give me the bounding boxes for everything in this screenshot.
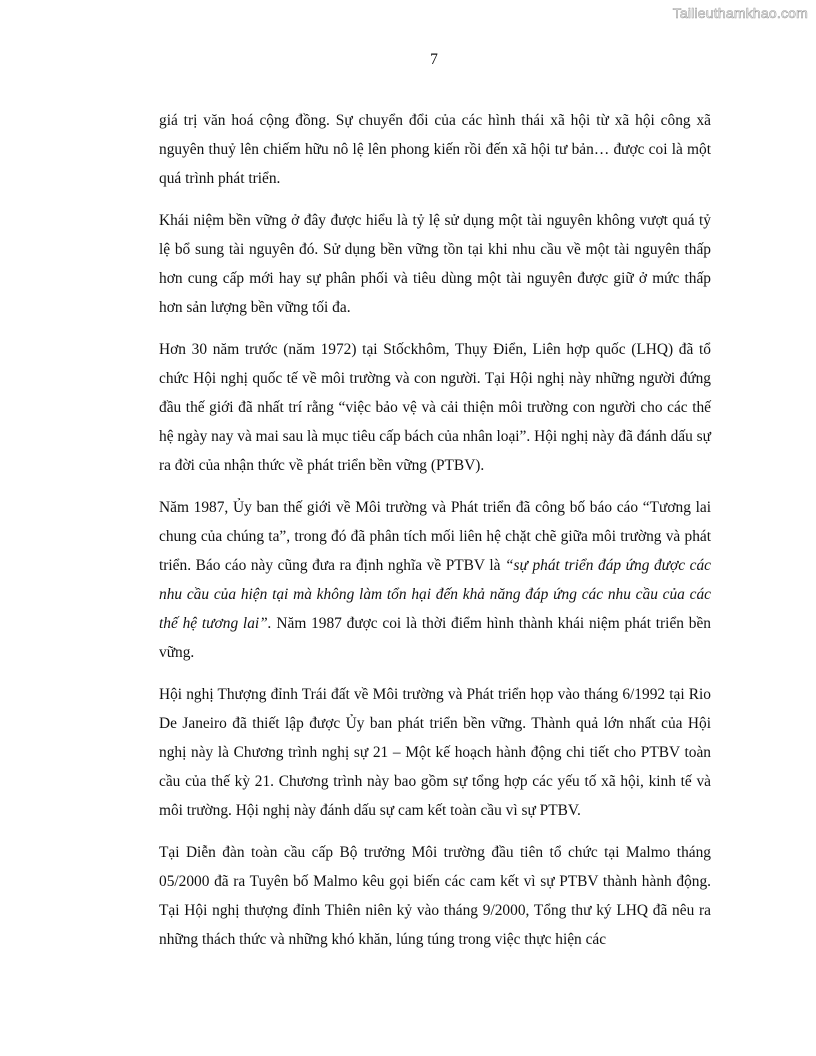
definition-quote: “sự phát triển đáp ứng được các nhu cầu của hiện tại mà không làm tổn hại đến khả năng đáp ứng các nhu cầu của các thế hệ tương lai”. (159, 557, 711, 632)
paragraph-text: Năm 1987, Ủy ban thế giới về Môi trường và Phát triển đã công bố báo cáo “Tương lai chung của chúng ta”, trong đó đã phân tích mối liên hệ chặt chẽ giữa môi trường và phát triển. Báo cáo này cũng đưa ra định nghĩa về PTBV là (159, 499, 711, 574)
paragraph: giá trị văn hoá cộng đồng. Sự chuyển đổi của các hình thái xã hội từ xã hội công xã nguyên thuỷ lên chiếm hữu nô lệ lên phong kiến rồi đến xã hội tư bản… được coi là một quá trình phát triển. (159, 112, 711, 187)
paragraph: Khái niệm bền vững ở đây được hiểu là tỷ lệ sử dụng một tài nguyên không vượt quá tỷ lệ bổ sung tài nguyên đó. Sử dụng bền vững tồn tại khi nhu cầu về một tài nguyên thấp hơn cung cấp mới hay sự phân phối và tiêu dùng một tài nguyên được giữ ở mức thấp hơn sản lượng bền vững tối đa. (159, 212, 711, 316)
page-number: 7 (430, 51, 438, 68)
document-body (159, 106, 711, 967)
paragraph (159, 493, 711, 667)
paragraph-text: Năm 1987 được coi là thời điểm hình thành khái niệm phát triển bền vững. (159, 615, 711, 661)
paragraph: Hội nghị Thượng đỉnh Trái đất về Môi trường và Phát triển họp vào tháng 6/1992 tại Rio De Janeiro đã thiết lập được Ủy ban phát triển bền vững. Thành quả lớn nhất của Hội nghị này là Chương trình nghị sự 21 – Một kế hoạch hành động chi tiết cho PTBV toàn cầu của thế kỳ 21. Chương trình này bao gồm sự tổng hợp các yếu tố xã hội, kinh tế và môi trường. Hội nghị này đánh dấu sự cam kết toàn cầu vì sự PTBV. (159, 686, 711, 819)
paragraph: Hơn 30 năm trước (năm 1972) tại Stốckhôm, Thụy Điển, Liên hợp quốc (LHQ) đã tổ chức Hội nghị quốc tế về môi trường và con người. Tại Hội nghị này những người đứng đầu thế giới đã nhất trí rằng “việc bảo vệ và cải thiện môi trường con người cho các thế hệ ngày nay và mai sau là mục tiêu cấp bách của nhân loại”. Hội nghị này đã đánh dấu sự ra đời của nhận thức về phát triển bền vững (PTBV). (159, 341, 711, 474)
watermark: Tailieuthamkhao.com (672, 5, 808, 21)
paragraph: Tại Diễn đàn toàn cầu cấp Bộ trưởng Môi trường đầu tiên tổ chức tại Malmo tháng 05/2000 đã ra Tuyên bố Malmo kêu gọi biến các cam kết vì sự PTBV thành hành động. Tại Hội nghị thượng đỉnh Thiên niên kỷ vào tháng 9/2000, Tổng thư ký LHQ đã nêu ra những thách thức và những khó khăn, lúng túng trong việc thực hiện các (159, 844, 711, 948)
